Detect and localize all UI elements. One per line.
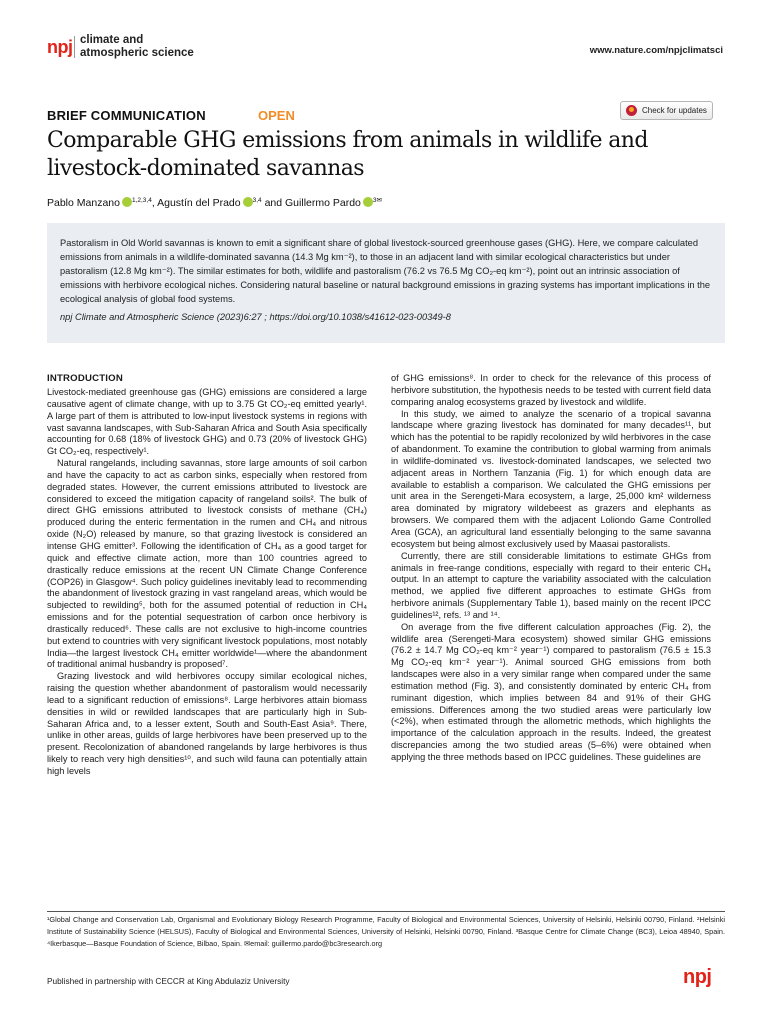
body-column-left (47, 373, 367, 778)
article-citation[interactable]: npj Climate and Atmospheric Science (2023)6:27 ; https://doi.org/10.1038/s41612-023-00349-8 (60, 312, 451, 322)
abstract-text: Pastoralism in Old World savannas is known to emit a significant share of global livestock-sourced greenhouse gases (GHG). Here, we compare calculated emissions from animals in a wildlife-dominated savanna (14.3 Mg km⁻²), to those in an adjacent land with similar ecological characteristics but under pastoralism (12.8 Mg km⁻²). The similar estimates for both, wildlife and pastoralism (76.2 vs 76.5 Mg CO₂-eq km⁻²), point out an intrinsic association of emissions with herbivore ecological niches. Considering natural baseline or natural background emissions in grazing systems has important implications in the ecological analysis of global food systems. (60, 238, 711, 304)
abstract-box (47, 223, 725, 343)
orcid-icon[interactable] (243, 197, 253, 207)
journal-name-line2: atmospheric science (80, 46, 194, 59)
check-for-updates-label: Check for updates (642, 106, 707, 115)
body-paragraph: Grazing livestock and wild herbivores occupy similar ecological niches, raising the question whether abandonment of pastoralism would necessarily lead to a significant reduction of emissions⁸. Large herbivores attain biomass densities in wild or rewilded landscapes that are particularly high in Sub-Saharan Africa and, to a lesser extent, South and South-East Asia⁹. There, unlike in other areas, guilds of large herbivores have been preserved up to the present. Recolonization of abandoned rangelands by large herbivores is thus likely to reach very high densities¹⁰, and such wild fauna can potentially attain high levels (47, 671, 367, 776)
author-affiliation: 1,2,3,4 (131, 197, 152, 204)
journal-name[interactable] (80, 34, 194, 59)
author-affiliation: 3,4 (252, 197, 262, 204)
article-type: BRIEF COMMUNICATION (47, 108, 206, 123)
body-paragraph: Natural rangelands, including savannas, store large amounts of soil carbon and have the capacity to act as carbon sinks, especially when restored from degraded states. However, the current emissions attributed to livestock are considered to exceed the mitigation capacity of rangeland soils². The bulk of direct GHG emissions attributed to livestock consists of methane (CH₄) produced during the enteric fermentation in the rumen and CH₄ and nitrous oxide (N₂O) released by manure, so that grazing livestock is considered an intense GHG emitter³. Following the identification of CH₄ as a good target for quick and effective climate action, more than 100 countries agreed to drastically reduce emissions at the recent UN Climate Change Conference (COP26) in Glasgow⁴. Such policy guidelines inevitably lead to recommending the abandonment of livestock grazing in vast rangeland areas, which would be subjected to rewilding⁵, both for the assumed potential of reduction in CH₄ emissions and for the potential sequestration of carbon once herbivory is drastically reduced⁶. These calls are not exclusive to high-income countries but extend to countries with very significant livestock populations, most notably India—the largest livestock CH₄ emitter worldwide¹—where the abandonment of traditional animal husbandry is proposed⁷. (47, 458, 367, 670)
crossmark-icon (626, 105, 637, 116)
email-icon[interactable]: ✉ (376, 197, 382, 204)
npj-footer-logo[interactable]: npj (683, 966, 712, 988)
body-paragraph: Currently, there are still considerable limitations to estimate GHGs from animals in free-range conditions, especially with regard to their enteric CH₄ output. In an attempt to capture the variability associated with the calculation method, we applied five different approaches to estimate GHGs from herbivore animals (Supplementary Table 1), based mainly on the recent IPCC guidelines¹², refs. ¹³ and ¹⁴. (391, 550, 711, 620)
section-heading-introduction: INTRODUCTION (47, 373, 123, 384)
author-separator: , (151, 197, 158, 209)
partnership-note: Published in partnership with CECCR at King Abdulaziz University (47, 976, 290, 986)
author-separator: and (261, 197, 286, 209)
author-name[interactable]: Guillermo Pardo (285, 197, 361, 209)
article-title: Comparable GHG emissions from animals in wildlife and livestock-dominated savannas (47, 128, 648, 181)
journal-header (47, 34, 727, 64)
body-column-right (391, 373, 711, 764)
body-paragraph: On average from the five different calculation approaches (Fig. 2), the wildlife area (Serengeti-Mara ecosystem) showed similar GHG emissions (76.2 ± 14.7 Mg CO₂-eq km⁻² year⁻¹) compared to pastoralism (76.5 ± 15.3 Mg CO₂-eq km⁻² year⁻¹). Animal sourced GHG emissions from both landscapes were also in a very similar range when compared under the same estimation method (Fig. 3), and consistently dominated by enteric CH₄ from ruminant digestion, which implies between 84 and 91% of their GHG emissions. Differences among the two studied areas were particularly low (<2%), when estimated through the allometric methods, which highlights the importance of the calculation approach in the results. Indeed, the greatest discrepancies among the two studied areas (5–6%) were obtained when applying the three methods based on IPCC guidelines. These guidelines are (391, 621, 711, 762)
body-paragraph: of GHG emissions⁸. In order to check for the relevance of this process of herbivore substitution, the hypothesis needs to be tested with current field data comparing analog ecosystems grazed by livestock and wildlife. (391, 373, 711, 407)
open-access-badge: OPEN (258, 108, 295, 123)
logo-divider (74, 36, 75, 58)
affiliations-footnote: ¹Global Change and Conservation Lab, Organismal and Evolutionary Biology Research Programme, Faculty of Biological and Environmental Sciences, University of Helsinki, Helsinki 00790, Finland. ²Helsinki Institute of Sustainability Science (HELSUS), Faculty of Biological and Environmental Sciences, University of Helsinki, Helsinki 00790, Finland. ³Basque Centre for Climate Change (BC3), Leioa 48940, Spain. ⁴Ikerbasque—Basque Foundation of Science, Bilbao, Spain. ✉email: guillermo.pardo@bc3research.org (47, 915, 725, 948)
author-name[interactable]: Pablo Manzano (47, 197, 120, 209)
body-paragraph: In this study, we aimed to analyze the scenario of a tropical savanna landscape where grazing livestock has dominated for many decades¹¹, but which has the potential to be rapidly recolonized by wild herbivores in the case of abandonment. To examine the contribution to global warming from animals in wildlife-dominated vs. livestock-dominated landscapes, we selected two adjacent areas in Northern Tanzania (Fig. 1) for which enough data are available to establish a comparison. We calculated the GHG emissions per unit area in the Serengeti-Mara ecosystem, a large, 25,000 km² wilderness area dominated by migratory wildebeest as grazers and elephants as browsers. We compared them with the adjacent Loliondo Game Controlled Area (GCA), an agricultural land essentially belonging to the same savanna ecosystem but being almost exclusively used by Maasai pastoralists. (391, 408, 711, 549)
orcid-icon[interactable] (363, 197, 373, 207)
journal-name-line1: climate and (80, 34, 144, 46)
author-name[interactable]: Agustín del Prado (157, 197, 241, 209)
orcid-icon[interactable] (122, 197, 132, 207)
body-paragraph: Livestock-mediated greenhouse gas (GHG) emissions are considered a large causative agent of climate change, with up to 3.75 Gt CO₂-eq emitted yearly¹. A large part of them is attributed to low-input livestock systems in regions with vast savanna landscapes, with Sub-Saharan Africa and South Asia specifically accounting for 0.68 (18% of livestock GHG) and 0.73 (20% of livestock GHG) Gt CO₂-eq, respectively¹. (47, 387, 367, 457)
footnote-divider (47, 911, 725, 912)
author-list (47, 196, 727, 209)
journal-url[interactable]: www.nature.com/npjclimatsci (589, 45, 723, 56)
npj-logo[interactable]: npj (47, 37, 73, 57)
check-for-updates-button[interactable] (620, 101, 713, 120)
author-affiliation: 3 (372, 197, 377, 204)
